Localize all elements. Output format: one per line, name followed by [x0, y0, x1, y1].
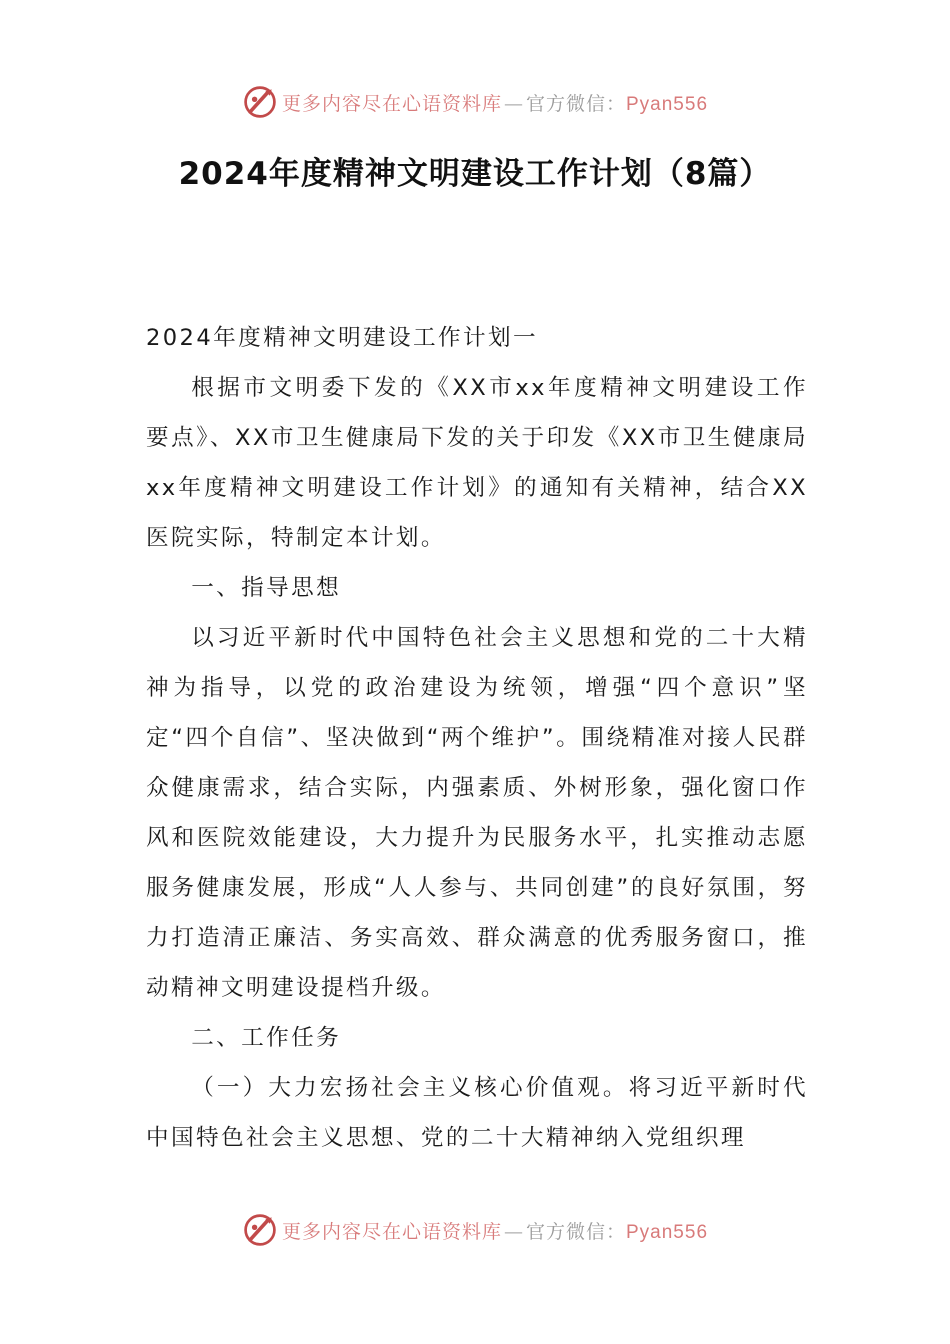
footer-banner-dash: —: [503, 1220, 524, 1243]
section-subtitle: 2024年度精神文明建设工作计划一: [146, 325, 539, 351]
footer-banner-wechat-label: 官方微信：: [525, 1220, 626, 1243]
header-banner-wechat-label: 官方微信：: [525, 92, 626, 115]
footer-banner: [0, 1208, 950, 1252]
work-task-1-paragraph: （一）大力宏扬社会主义核心价值观。将习近平新时代中国特色社会主义思想、党的二十大精神纳入党组织理: [146, 1075, 808, 1151]
header-banner-text: [282, 89, 708, 116]
footer-banner-wechat-id: Pyan556: [626, 1221, 709, 1243]
intro-paragraph: 根据市文明委下发的《XX市xx年度精神文明建设工作要点》、XX市卫生健康局下发的关于印发《XX市卫生健康局xx年度精神文明建设工作计划》的通知有关精神，结合XX医院实际，特制定本计划。: [146, 375, 808, 551]
footer-banner-text: [282, 1217, 708, 1244]
footer-banner-slogan: 更多内容尽在心语资料库: [281, 1220, 502, 1243]
document-title: 2024年度精神文明建设工作计划（8篇）: [178, 156, 772, 192]
heading-work-tasks: 二、工作任务: [191, 1025, 342, 1051]
guiding-ideology-paragraph: 以习近平新时代中国特色社会主义思想和党的二十大精神为指导，以党的政治建设为统领，增强“四个意识”坚定“四个自信”、坚决做到“两个维护”。围绕精准对接人民群众健康需求，结合实际，内强素质、外树形象，强化窗口作风和医院效能建设，大力提升为民服务水平，扎实推动志愿服务健康发展，形成“人人参与、共同创建”的良好氛围，努力打造清正廉洁、务实高效、群众满意的优秀服务窗口，推动精神文明建设提档升级。: [146, 625, 808, 1001]
header-banner-dash: —: [503, 92, 524, 115]
header-banner: [0, 80, 950, 124]
header-banner-slogan: 更多内容尽在心语资料库: [281, 92, 502, 115]
header-banner-wechat-id: Pyan556: [626, 93, 709, 115]
heading-guiding-ideology: 一、指导思想: [191, 575, 342, 601]
pen-logo-icon: [242, 1212, 278, 1248]
document-body: [146, 313, 808, 1163]
pen-logo-icon: [242, 84, 278, 120]
